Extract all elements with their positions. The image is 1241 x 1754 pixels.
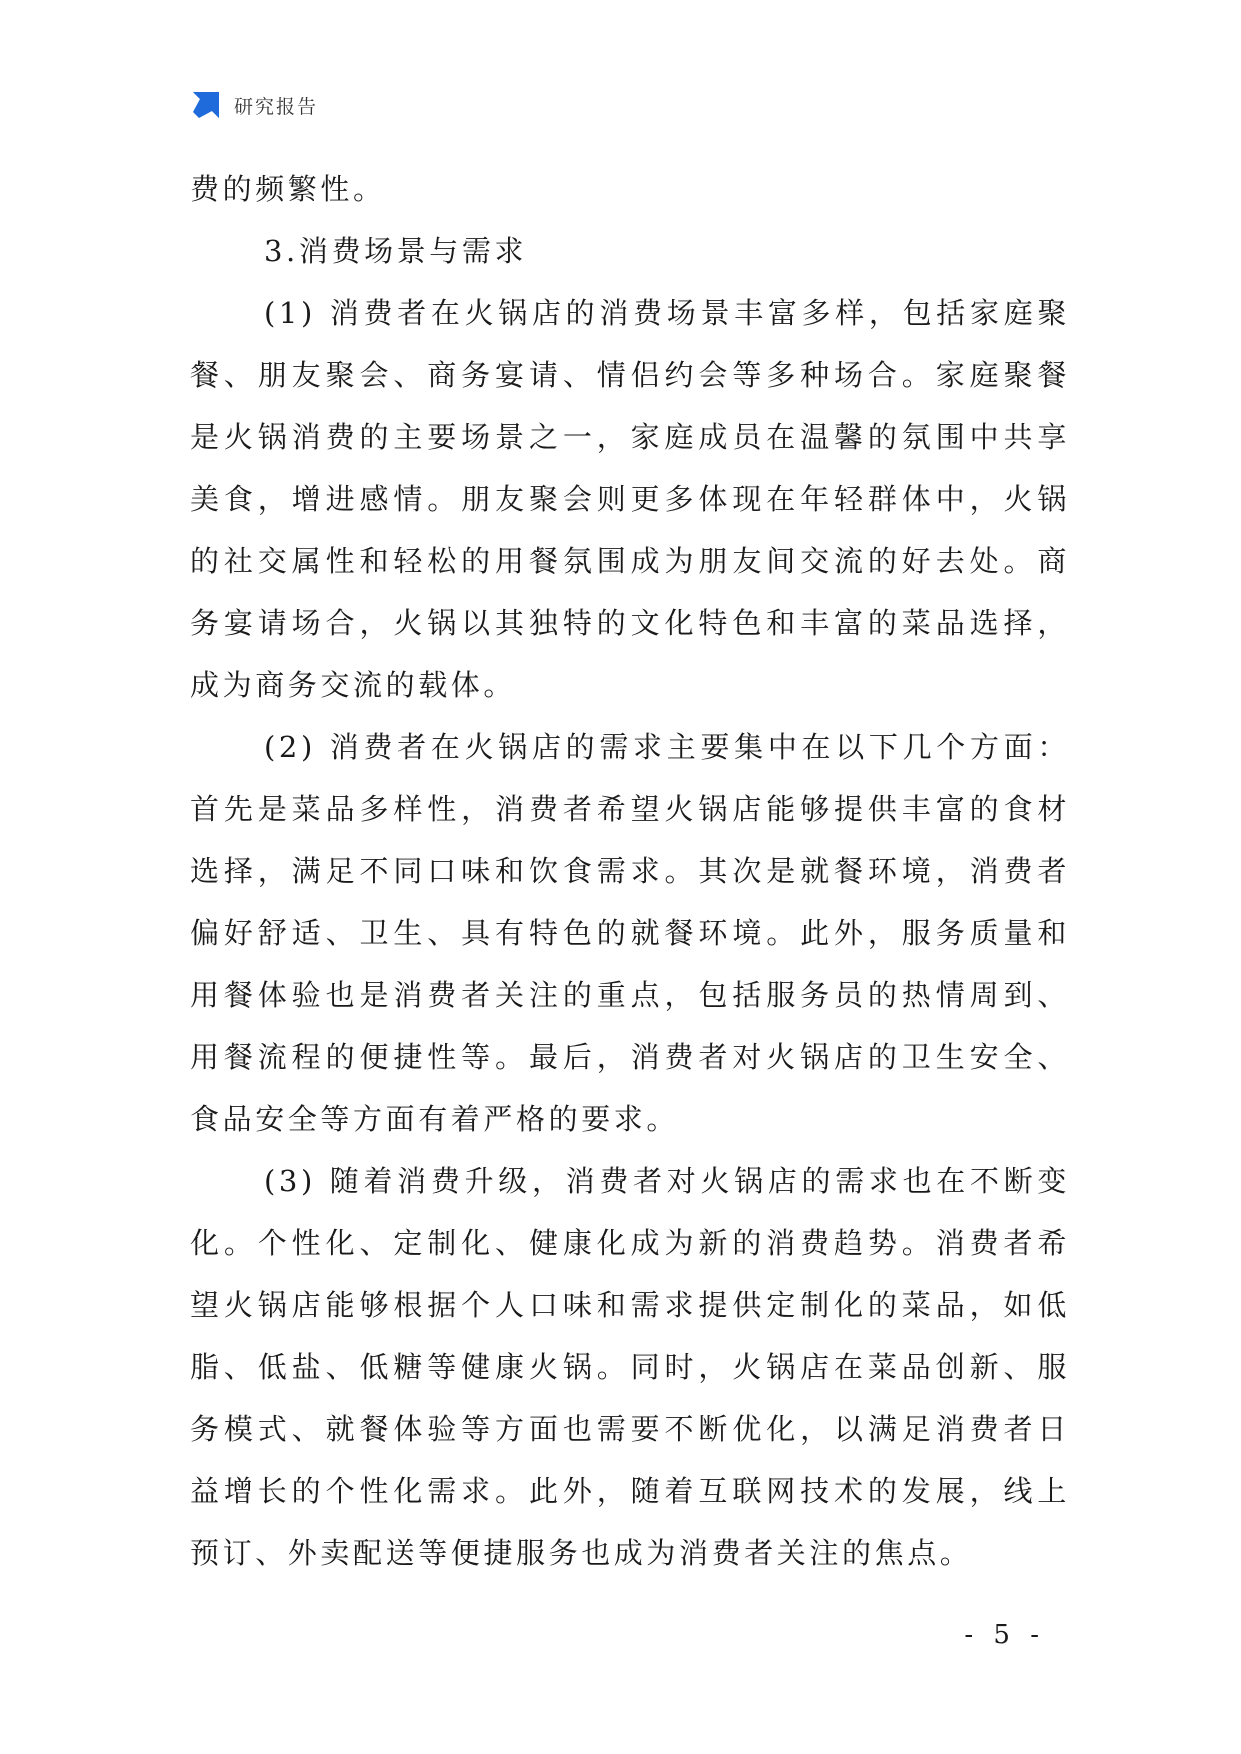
paragraph-continuation: 费的频繁性。 [190, 172, 386, 206]
paragraph-2: (2) 消费者在火锅店的需求主要集中在以下几个方面：首先是菜品多样性，消费者希望火锅店能够提供丰富的食材选择，满足不同口味和饮食需求。其次是就餐环境，消费者偏好舒适、卫生、具有特色的就餐环境。此外，服务质量和用餐体验也是消费者关注的重点，包括服务员的热情周到、用餐流程的便捷性等。最后，消费者对火锅店的卫生安全、食品安全等方面有着严格的要求。 [190, 730, 1070, 1136]
document-header [190, 88, 318, 122]
paragraph-1: (1) 消费者在火锅店的消费场景丰富多样，包括家庭聚餐、朋友聚会、商务宴请、情侣约会等多种场合。家庭聚餐是火锅消费的主要场景之一，家庭成员在温馨的氛围中共享美食，增进感情。朋友聚会则更多体现在年轻群体中，火锅的社交属性和轻松的用餐氛围成为朋友间交流的好去处。商务宴请场合，火锅以其独特的文化特色和丰富的菜品选择，成为商务交流的载体。 [190, 296, 1070, 702]
document-body [190, 158, 1070, 1584]
paragraph-3: (3) 随着消费升级，消费者对火锅店的需求也在不断变化。个性化、定制化、健康化成为新的消费趋势。消费者希望火锅店能够根据个人口味和需求提供定制化的菜品，如低脂、低盐、低糖等健康火锅。同时，火锅店在菜品创新、服务模式、就餐体验等方面也需要不断优化，以满足消费者日益增长的个性化需求。此外，随着互联网技术的发展，线上预订、外卖配送等便捷服务也成为消费者关注的焦点。 [190, 1164, 1070, 1570]
report-label: 研究报告 [234, 95, 319, 118]
section-heading: 3.消费场景与需求 [264, 234, 528, 268]
page-number: - 5 - [964, 1620, 1045, 1650]
arrow-up-right-icon [190, 89, 222, 121]
